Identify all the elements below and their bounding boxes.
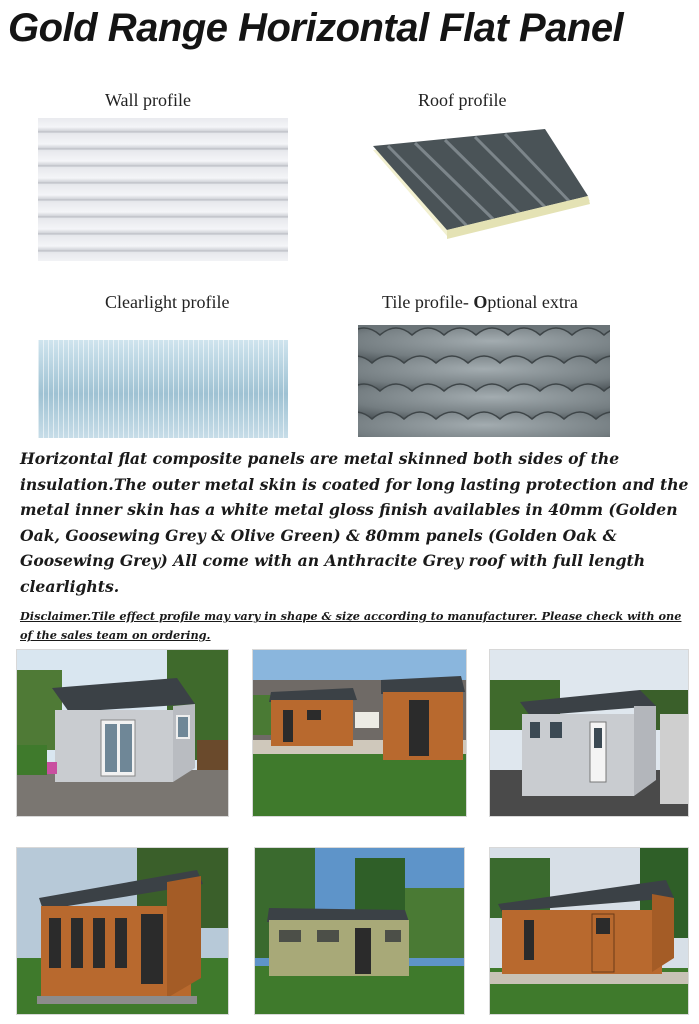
tile-profile-image xyxy=(358,325,610,437)
clearlight-profile-image xyxy=(38,340,288,438)
roof-profile-label: Roof profile xyxy=(418,90,507,110)
photo-golden-oak-pair xyxy=(252,649,467,817)
photo-grey-cabin xyxy=(16,649,229,817)
roof-profile-image xyxy=(355,118,600,243)
photo-golden-oak-studio xyxy=(16,847,229,1015)
clearlight-texture xyxy=(38,340,288,438)
photo-olive-green-cabin xyxy=(254,847,465,1015)
tile-profile-label xyxy=(382,292,578,313)
tile-label-suffix: ptional extra xyxy=(487,292,578,312)
page-title: Gold Range Horizontal Flat Panel xyxy=(8,6,624,50)
wall-profile-image xyxy=(38,118,288,261)
disclaimer: Disclaimer.Tile effect profile may vary in shape & size according to manufacturer. Please check with one of the sales team on ordering. xyxy=(20,609,682,642)
tile-label-bold: O xyxy=(473,292,488,312)
photo-golden-oak-cabin xyxy=(489,847,689,1015)
tile-label-prefix: Tile profile- xyxy=(382,292,474,312)
clearlight-profile-label: Clearlight profile xyxy=(105,292,230,312)
product-description: Horizontal flat composite panels are metal skinned both sides of the insulation.The outer metal skin is coated for long lasting protection and the metal inner skin has a white metal gloss finish availables in 40mm (Golden Oak, Goosewing Grey & Olive Green) & 80mm panels (Golden Oak & Goosewing Grey) All come with an Anthracite Grey roof with full length clearlights. xyxy=(20,449,689,596)
wall-profile-label: Wall profile xyxy=(105,90,192,110)
photo-goosewing-grey-cabin xyxy=(489,649,689,817)
